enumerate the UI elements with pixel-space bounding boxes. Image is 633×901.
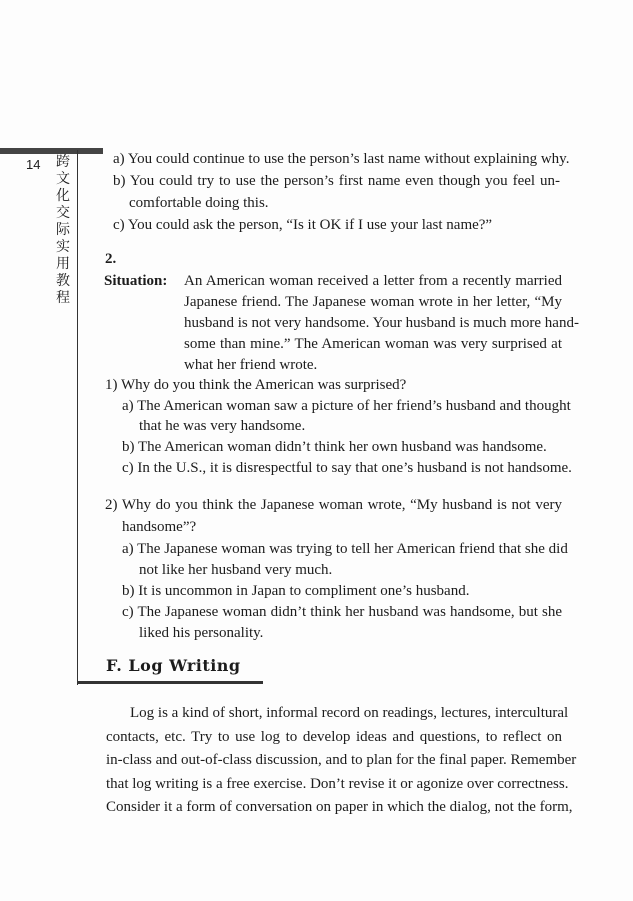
sub1-option-c: c) In the U.S., it is disrespectful to say that one’s husband is not handsome.: [122, 460, 572, 476]
question-number: 2.: [105, 251, 117, 267]
paragraph-line: contacts, etc. Try to use log to develop ideas and questions, to reflect on: [106, 729, 562, 745]
sub1-option-b: b) The American woman didn’t think her own husband was handsome.: [122, 439, 547, 455]
paragraph-line: that log writing is a free exercise. Don’t revise it or agonize over correctness.: [106, 776, 569, 792]
sub1-option-a-cont: that he was very handsome.: [139, 418, 306, 434]
section-heading: F. Log Writing: [106, 656, 241, 675]
sub1-option-a: a) The American woman saw a picture of her friend’s husband and thought: [122, 398, 571, 414]
q1-option-a: a) You could continue to use the person’s last name without explaining why.: [113, 151, 570, 167]
situation-line: Japanese friend. The Japanese woman wrote in her letter, “My: [184, 294, 562, 310]
section-rule: [77, 681, 263, 684]
sub-question-2: 2) Why do you think the Japanese woman wrote, “My husband is not very: [105, 497, 562, 513]
situation-line: some than mine.” The American woman was very surprised at: [184, 336, 562, 352]
header-rule: [0, 148, 103, 154]
q1-option-b: b) You could try to use the person’s first name even though you feel un-: [113, 173, 560, 189]
sub2-option-c: c) The Japanese woman didn’t think her husband was handsome, but she: [122, 604, 562, 620]
sub-question-2-cont: handsome”?: [122, 519, 197, 535]
paragraph-line: in-class and out-of-class discussion, and to plan for the final paper. Remember: [106, 752, 577, 768]
margin-rule: [77, 150, 78, 685]
situation-label: Situation:: [104, 273, 168, 289]
situation-line: what her friend wrote.: [184, 357, 318, 373]
q1-option-b-cont: comfortable doing this.: [129, 195, 269, 211]
situation-line: husband is not very handsome. Your husband is much more hand-: [184, 315, 579, 331]
sub2-option-a: a) The Japanese woman was trying to tell her American friend that she did: [122, 541, 568, 557]
paragraph-line: Consider it a form of conversation on paper in which the dialog, not the form,: [106, 799, 573, 815]
sub2-option-a-cont: not like her husband very much.: [139, 562, 333, 578]
page-number: 14: [26, 157, 41, 172]
paragraph-line: Log is a kind of short, informal record on readings, lectures, intercultural: [130, 705, 569, 721]
book-title: 跨文化交际实用教程: [56, 154, 70, 306]
sub-question-1: 1) Why do you think the American was surprised?: [105, 377, 407, 393]
situation-line: An American woman received a letter from a recently married: [184, 273, 562, 289]
q1-option-c: c) You could ask the person, “Is it OK if I use your last name?”: [113, 217, 493, 233]
sub2-option-c-cont: liked his personality.: [139, 625, 264, 641]
sub2-option-b: b) It is uncommon in Japan to compliment one’s husband.: [122, 583, 470, 599]
